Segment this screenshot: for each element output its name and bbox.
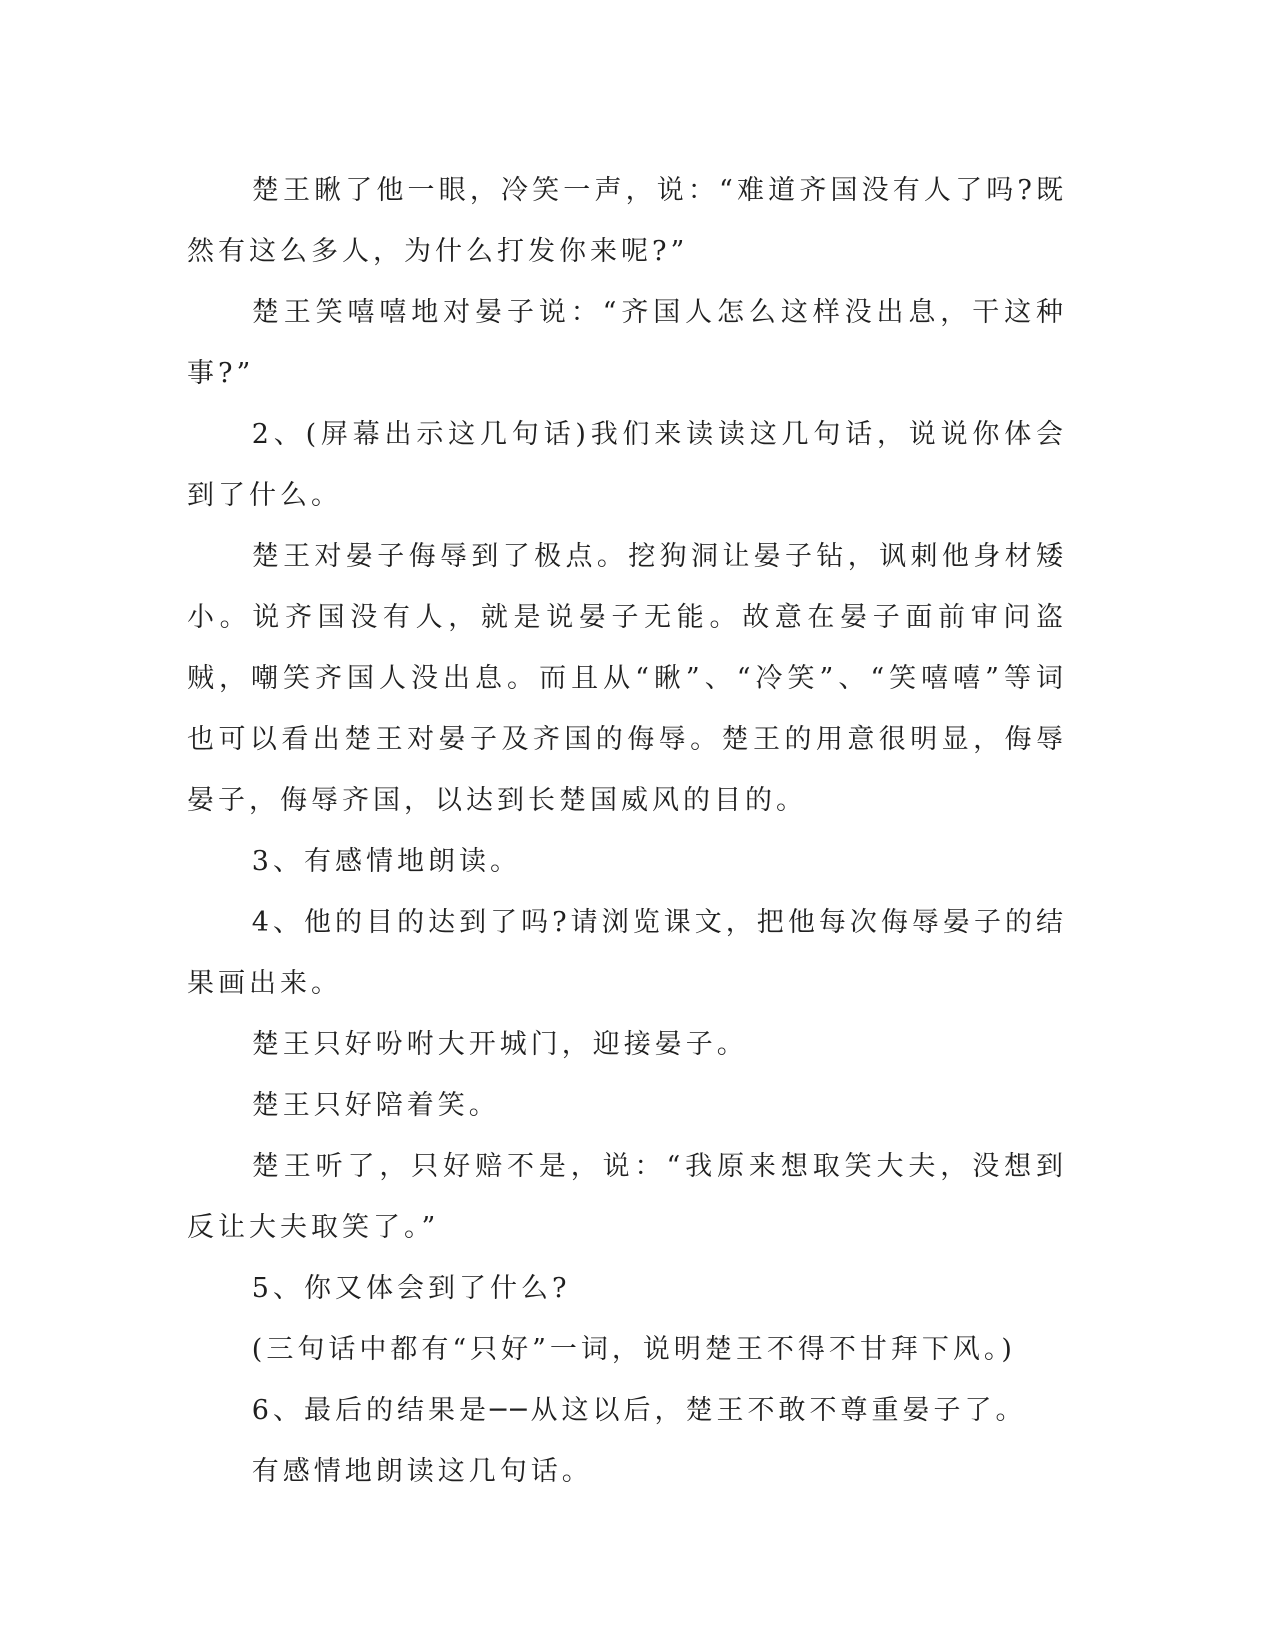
paragraph: 4、他的目的达到了吗?请浏览课文，把他每次侮辱晏子的结果画出来。 — [187, 907, 1067, 999]
paragraph: 5、你又体会到了什么? — [251, 1273, 571, 1304]
paragraph: (三句话中都有“只好”一词，说明楚王不得不甘拜下风。) — [251, 1334, 1016, 1365]
document-body — [187, 160, 1067, 1502]
paragraph: 楚王瞅了他一眼，冷笑一声，说：“难道齐国没有人了吗?既然有这么多人，为什么打发你来呢?” — [187, 175, 1067, 267]
paragraph: 楚王只好陪着笑。 — [251, 1090, 500, 1121]
paragraph: 楚王笑嘻嘻地对晏子说：“齐国人怎么这样没出息，干这种事?” — [187, 297, 1067, 389]
paragraph: 2、(屏幕出示这几句话)我们来读读这几句话，说说你体会到了什么。 — [187, 419, 1067, 511]
paragraph: 楚王听了，只好赔不是，说：“我原来想取笑大夫，没想到反让大夫取笑了。” — [187, 1151, 1067, 1243]
paragraph: 有感情地朗读这几句话。 — [251, 1456, 593, 1487]
paragraph: 3、有感情地朗读。 — [251, 846, 521, 877]
paragraph: 楚王只好吩咐大开城门，迎接晏子。 — [251, 1029, 748, 1060]
paragraph: 楚王对晏子侮辱到了极点。挖狗洞让晏子钻，讽刺他身材矮小。说齐国没有人，就是说晏子无能。故意在晏子面前审问盗贼，嘲笑齐国人没出息。而且从“瞅”、“冷笑”、“笑嘻嘻”等词也可以看出楚王对晏子及齐国的侮辱。楚王的用意很明显，侮辱晏子，侮辱齐国，以达到长楚国威风的目的。 — [187, 541, 1067, 816]
paragraph: 6、最后的结果是──从这以后，楚王不敢不尊重晏子了。 — [251, 1395, 1027, 1426]
